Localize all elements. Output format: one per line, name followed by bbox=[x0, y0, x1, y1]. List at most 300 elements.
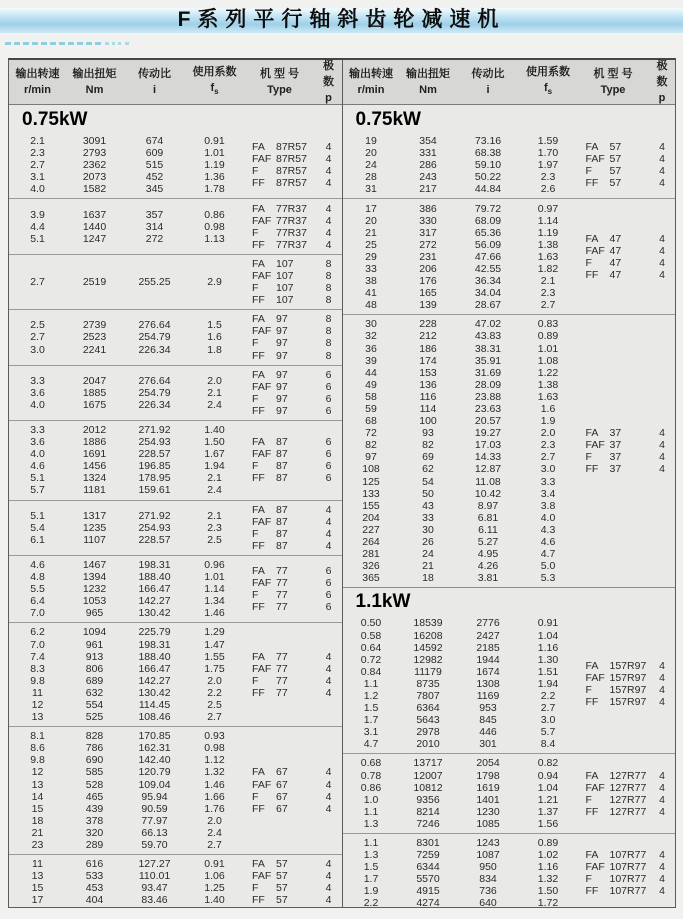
table-row bbox=[9, 858, 243, 870]
pole-count: 4 bbox=[325, 238, 332, 251]
cell-output-torque: 1317 bbox=[82, 509, 107, 522]
model-line bbox=[243, 282, 341, 294]
header-cell bbox=[316, 58, 341, 106]
cell-service-factor: 0.91 bbox=[537, 617, 559, 630]
model-size: 77 bbox=[276, 686, 288, 699]
cell-service-factor: 3.4 bbox=[540, 487, 556, 500]
spec-table-left-half bbox=[9, 60, 342, 907]
cell-ratio: 130.42 bbox=[138, 607, 171, 620]
cell-service-factor: 4.3 bbox=[540, 523, 556, 536]
model-size: 57 bbox=[276, 870, 288, 883]
model-list bbox=[577, 849, 675, 897]
cell-output-torque: 176 bbox=[419, 275, 437, 288]
pole-count: 4 bbox=[659, 781, 665, 794]
pole-count: 4 bbox=[659, 671, 665, 684]
table-row bbox=[343, 135, 577, 147]
cell-service-factor: 1.8 bbox=[207, 343, 222, 356]
model-line bbox=[243, 270, 341, 282]
model-prefix: FAF bbox=[252, 448, 272, 461]
cell-output-torque: 2362 bbox=[82, 159, 107, 172]
model-name bbox=[577, 269, 650, 281]
model-size: 97 bbox=[276, 404, 288, 417]
cell-output-torque: 2010 bbox=[416, 738, 440, 751]
header-cell bbox=[66, 66, 123, 98]
cell-output-torque: 386 bbox=[419, 202, 437, 215]
cell-output-torque: 62 bbox=[422, 463, 434, 476]
cell-output-speed: 20 bbox=[365, 147, 377, 160]
table-body bbox=[9, 105, 342, 909]
header-cell bbox=[577, 66, 650, 98]
header-label: 机 型 号 bbox=[259, 68, 300, 80]
cell-output-torque: 585 bbox=[85, 766, 104, 779]
cell-ratio: 2054 bbox=[476, 757, 500, 770]
pole-count: 6 bbox=[325, 448, 332, 461]
table-row bbox=[9, 135, 243, 147]
model-line bbox=[577, 885, 675, 897]
model-line bbox=[243, 516, 341, 528]
table-row bbox=[343, 275, 577, 287]
model-line bbox=[243, 393, 341, 405]
cell-output-speed: 48 bbox=[365, 299, 377, 312]
cell-service-factor: 1.38 bbox=[537, 378, 559, 391]
cell-ratio: 66.13 bbox=[141, 826, 168, 839]
cell-ratio: 38.31 bbox=[474, 342, 502, 355]
pole-count: 4 bbox=[325, 662, 332, 675]
cell-output-torque: 6364 bbox=[416, 702, 440, 715]
cell-service-factor: 1.76 bbox=[204, 802, 225, 815]
table-row bbox=[9, 159, 243, 171]
model-size: 107R77 bbox=[609, 873, 647, 886]
pole-count: 4 bbox=[325, 226, 332, 239]
cell-output-speed: 0.72 bbox=[360, 653, 382, 666]
cell-output-torque: 2739 bbox=[82, 319, 107, 332]
spec-block bbox=[9, 555, 342, 622]
table-row bbox=[9, 607, 243, 619]
header-unit: r/min bbox=[24, 84, 51, 96]
table-row bbox=[9, 711, 243, 723]
pole-count: 4 bbox=[325, 214, 332, 227]
model-prefix: FAF bbox=[252, 870, 272, 883]
model-list bbox=[243, 141, 341, 189]
cell-output-torque: 1094 bbox=[82, 626, 107, 639]
cell-output-speed: 59 bbox=[365, 403, 377, 416]
spec-block bbox=[343, 833, 676, 913]
data-rows bbox=[9, 559, 243, 619]
cell-service-factor: 1.19 bbox=[537, 226, 559, 239]
model-line bbox=[243, 565, 341, 577]
cell-service-factor: 1.34 bbox=[204, 595, 225, 608]
cell-ratio: 225.79 bbox=[138, 626, 171, 639]
cell-output-speed: 24 bbox=[365, 159, 377, 172]
cell-output-speed: 8.3 bbox=[30, 662, 45, 675]
cell-output-speed: 125 bbox=[362, 475, 380, 488]
table-row bbox=[343, 147, 577, 159]
model-name bbox=[243, 766, 316, 778]
cell-output-torque: 690 bbox=[85, 754, 104, 767]
cell-output-speed: 97 bbox=[365, 451, 377, 464]
cell-service-factor: 2.7 bbox=[207, 711, 222, 724]
pole-count: 8 bbox=[325, 349, 332, 362]
model-size: 97 bbox=[276, 313, 288, 326]
model-size: 37 bbox=[609, 451, 622, 464]
spec-block bbox=[9, 254, 342, 309]
cell-output-torque: 786 bbox=[85, 742, 104, 755]
model-list bbox=[577, 660, 675, 708]
cell-ratio: 142.40 bbox=[138, 754, 171, 767]
pole-count: 4 bbox=[325, 894, 332, 907]
model-prefix: FAF bbox=[585, 861, 605, 874]
cell-service-factor: 1.22 bbox=[537, 366, 559, 379]
pole-count: 6 bbox=[325, 436, 332, 449]
power-section bbox=[343, 106, 676, 587]
model-list bbox=[243, 202, 341, 250]
cell-service-factor: 2.4 bbox=[207, 484, 222, 497]
cell-output-speed: 0.78 bbox=[360, 769, 382, 782]
table-row bbox=[343, 757, 577, 769]
cell-output-speed: 5.1 bbox=[30, 232, 45, 245]
pole-count: 4 bbox=[325, 527, 332, 540]
cell-output-torque: 2012 bbox=[82, 424, 107, 437]
cell-output-torque: 3091 bbox=[82, 135, 107, 148]
model-prefix: F bbox=[252, 165, 259, 178]
cell-ratio: 120.79 bbox=[138, 766, 171, 779]
cell-output-torque: 5643 bbox=[416, 714, 440, 727]
cell-service-factor: 1.16 bbox=[537, 861, 559, 874]
header-unit: i bbox=[152, 84, 157, 96]
model-size: 77 bbox=[276, 650, 288, 663]
model-prefix: FAF bbox=[252, 380, 272, 393]
cell-output-torque: 186 bbox=[419, 342, 437, 355]
model-prefix: FF bbox=[585, 805, 599, 818]
cell-ratio: 1944 bbox=[476, 653, 500, 666]
cell-output-torque: 43 bbox=[422, 499, 434, 512]
cell-service-factor: 1.78 bbox=[204, 183, 225, 196]
cell-output-speed: 1.3 bbox=[363, 817, 379, 830]
table-row bbox=[343, 239, 577, 251]
model-name bbox=[577, 427, 650, 439]
table-row bbox=[343, 572, 577, 584]
pole-count: 4 bbox=[659, 451, 665, 464]
model-size: 57 bbox=[609, 177, 622, 190]
cell-output-torque: 24 bbox=[422, 548, 434, 561]
cell-output-speed: 7.0 bbox=[30, 638, 45, 651]
model-prefix: F bbox=[252, 460, 259, 473]
model-line bbox=[243, 779, 341, 791]
table-header bbox=[343, 60, 676, 105]
table-row bbox=[343, 726, 577, 738]
pole-count: 8 bbox=[325, 337, 332, 350]
table-row bbox=[9, 779, 243, 791]
model-line bbox=[243, 405, 341, 417]
cell-service-factor: 3.0 bbox=[540, 714, 556, 727]
cell-service-factor: 1.75 bbox=[204, 662, 225, 675]
model-size: 67 bbox=[276, 790, 288, 803]
cell-output-torque: 1440 bbox=[82, 220, 107, 233]
cell-ratio: 6.81 bbox=[477, 511, 499, 524]
cell-output-speed: 2.7 bbox=[30, 159, 45, 172]
cell-output-speed: 8.1 bbox=[30, 730, 45, 743]
spec-block bbox=[9, 132, 342, 198]
model-size: 77 bbox=[276, 565, 288, 577]
model-name bbox=[243, 870, 316, 882]
model-line bbox=[577, 451, 675, 463]
table-row bbox=[9, 183, 243, 195]
cell-ratio: 142.27 bbox=[138, 595, 171, 608]
model-size: 87 bbox=[276, 539, 288, 552]
pole-count: 4 bbox=[659, 165, 665, 178]
model-line bbox=[577, 233, 675, 245]
cell-output-torque: 2073 bbox=[82, 171, 107, 184]
cell-output-speed: 365 bbox=[362, 572, 380, 585]
cell-output-torque: 2241 bbox=[82, 343, 107, 356]
cell-output-torque: 54 bbox=[422, 475, 434, 488]
model-line bbox=[577, 806, 675, 818]
table-row bbox=[343, 666, 577, 678]
spec-block bbox=[9, 365, 342, 420]
cell-output-torque: 153 bbox=[419, 366, 437, 379]
model-size: 67 bbox=[276, 766, 288, 779]
model-name bbox=[243, 227, 316, 239]
model-name bbox=[243, 258, 316, 270]
cell-output-speed: 15 bbox=[31, 802, 44, 815]
table-row bbox=[9, 484, 243, 496]
model-name bbox=[243, 141, 316, 153]
cell-ratio: 12.87 bbox=[474, 463, 502, 476]
data-rows bbox=[9, 858, 243, 906]
table-row bbox=[9, 675, 243, 687]
pole-count: 4 bbox=[325, 650, 332, 663]
cell-ratio: 59.70 bbox=[141, 839, 168, 852]
cell-output-torque: 18539 bbox=[413, 617, 443, 630]
pole-count: 4 bbox=[659, 696, 665, 709]
table-row bbox=[343, 782, 577, 794]
cell-service-factor: 2.0 bbox=[540, 427, 556, 440]
table-row bbox=[9, 815, 243, 827]
cell-ratio: 4.95 bbox=[477, 548, 499, 561]
cell-output-torque: 82 bbox=[422, 439, 434, 452]
table-row bbox=[9, 754, 243, 766]
cell-service-factor: 2.4 bbox=[207, 826, 222, 839]
model-size: 57 bbox=[609, 141, 622, 154]
model-size: 87 bbox=[276, 448, 288, 461]
table-row bbox=[343, 500, 577, 512]
pole-count: 4 bbox=[659, 141, 665, 154]
cell-service-factor: 1.46 bbox=[204, 607, 225, 620]
cell-ratio: 93.47 bbox=[141, 882, 168, 895]
pole-count: 6 bbox=[325, 368, 332, 381]
cell-service-factor: 1.55 bbox=[204, 650, 225, 663]
cell-service-factor: 1.14 bbox=[204, 583, 225, 596]
model-name bbox=[577, 770, 650, 782]
model-line bbox=[577, 269, 675, 281]
model-name bbox=[243, 369, 316, 381]
model-line bbox=[243, 766, 341, 778]
table-row bbox=[343, 849, 577, 861]
model-size: 77 bbox=[276, 577, 288, 590]
header-cell bbox=[457, 66, 520, 98]
cell-output-speed: 1.2 bbox=[363, 689, 379, 702]
cell-service-factor: 1.6 bbox=[207, 331, 222, 344]
model-prefix: FF bbox=[585, 269, 599, 282]
model-prefix: FF bbox=[252, 802, 265, 815]
cell-service-factor: 2.7 bbox=[540, 299, 556, 312]
cell-ratio: 31.69 bbox=[474, 366, 502, 379]
table-row bbox=[9, 687, 243, 699]
pole-count: 4 bbox=[659, 427, 665, 440]
model-prefix: FA bbox=[585, 849, 599, 862]
cell-ratio: 73.16 bbox=[474, 135, 502, 148]
model-size: 87 bbox=[276, 460, 288, 473]
cell-output-speed: 13 bbox=[31, 870, 44, 883]
cell-output-torque: 6344 bbox=[416, 861, 440, 874]
pole-count: 6 bbox=[325, 404, 332, 417]
cell-service-factor: 1.70 bbox=[537, 147, 559, 160]
cell-service-factor: 0.98 bbox=[204, 742, 225, 755]
cell-ratio: 178.95 bbox=[138, 472, 171, 485]
table-row bbox=[9, 472, 243, 484]
cell-output-speed: 23 bbox=[31, 839, 44, 852]
cell-ratio: 110.01 bbox=[138, 870, 171, 883]
pole-count: 4 bbox=[325, 165, 332, 178]
cell-ratio: 1674 bbox=[476, 665, 500, 678]
header-cell bbox=[186, 64, 243, 100]
model-name bbox=[577, 861, 650, 873]
model-name bbox=[577, 257, 650, 269]
cell-service-factor: 1.63 bbox=[537, 390, 559, 403]
model-prefix: FA bbox=[252, 503, 265, 516]
model-line bbox=[577, 427, 675, 439]
cell-output-speed: 1.5 bbox=[363, 702, 379, 715]
model-prefix: FAF bbox=[252, 153, 272, 166]
model-prefix: FA bbox=[252, 650, 265, 663]
cell-ratio: 170.85 bbox=[138, 730, 171, 743]
table-row bbox=[9, 534, 243, 546]
pole-count: 4 bbox=[659, 683, 665, 696]
cell-output-speed: 1.1 bbox=[363, 677, 379, 690]
table-row bbox=[343, 548, 577, 560]
cell-output-torque: 165 bbox=[419, 287, 437, 300]
cell-service-factor: 0.93 bbox=[204, 730, 225, 743]
model-prefix: FAF bbox=[252, 778, 272, 791]
table-row bbox=[343, 560, 577, 572]
pole-count: 4 bbox=[325, 153, 332, 166]
pole-count: 4 bbox=[325, 539, 332, 552]
model-line bbox=[243, 177, 341, 189]
model-line bbox=[577, 696, 675, 708]
model-size: 157R97 bbox=[609, 696, 647, 709]
cell-output-torque: 272 bbox=[419, 238, 437, 251]
cell-service-factor: 0.89 bbox=[537, 837, 559, 850]
cell-output-speed: 13 bbox=[31, 778, 44, 791]
model-size: 57 bbox=[609, 153, 622, 166]
cell-service-factor: 2.1 bbox=[207, 386, 222, 399]
model-name bbox=[243, 779, 316, 791]
model-prefix: F bbox=[252, 882, 259, 895]
cell-output-speed: 33 bbox=[365, 262, 377, 275]
model-name bbox=[577, 660, 650, 672]
cell-output-speed: 0.58 bbox=[360, 629, 382, 642]
cell-output-speed: 8.6 bbox=[30, 742, 45, 755]
header-cell bbox=[400, 66, 457, 98]
cell-service-factor: 2.9 bbox=[207, 276, 222, 289]
model-size: 77R37 bbox=[276, 226, 307, 239]
cell-ratio: 1308 bbox=[476, 677, 500, 690]
header-unit: $f_s$ bbox=[210, 81, 219, 97]
model-name bbox=[243, 882, 316, 894]
model-name bbox=[243, 239, 316, 251]
cell-service-factor: 4.7 bbox=[540, 548, 556, 561]
cell-output-torque: 404 bbox=[85, 894, 104, 907]
cell-output-speed: 1.7 bbox=[363, 873, 379, 886]
data-rows bbox=[9, 730, 243, 851]
cell-service-factor: 4.0 bbox=[540, 511, 556, 524]
model-prefix: F bbox=[252, 282, 259, 295]
model-name bbox=[243, 472, 316, 484]
cell-service-factor: 0.96 bbox=[204, 558, 225, 571]
model-prefix: F bbox=[252, 790, 259, 803]
cell-output-speed: 38 bbox=[365, 275, 377, 288]
model-prefix: FA bbox=[252, 565, 265, 577]
model-prefix: FA bbox=[585, 427, 599, 440]
cell-ratio: 736 bbox=[479, 885, 497, 898]
model-line bbox=[243, 894, 341, 906]
cell-output-speed: 7.0 bbox=[30, 607, 45, 620]
table-row bbox=[343, 702, 577, 714]
table-row bbox=[343, 770, 577, 782]
cell-output-speed: 21 bbox=[365, 226, 377, 239]
model-size: 107R77 bbox=[609, 885, 647, 898]
cell-ratio: 28.09 bbox=[474, 378, 502, 391]
cell-service-factor: 1.5 bbox=[207, 319, 222, 332]
header-label: 极 数 bbox=[323, 60, 334, 88]
page-title: F系列平行轴斜齿轮减速机 bbox=[177, 8, 506, 31]
cell-service-factor: 3.8 bbox=[540, 499, 556, 512]
cell-service-factor: 0.82 bbox=[537, 757, 559, 770]
cell-ratio: 159.61 bbox=[138, 484, 171, 497]
cell-service-factor: 1.38 bbox=[537, 238, 559, 251]
cell-service-factor: 1.29 bbox=[204, 626, 225, 639]
pole-count: 4 bbox=[325, 882, 332, 895]
cell-service-factor: 2.3 bbox=[540, 171, 556, 184]
data-rows bbox=[9, 135, 243, 195]
header-unit: p bbox=[325, 92, 332, 104]
header-cell bbox=[520, 64, 577, 100]
cell-ratio: 14.33 bbox=[474, 451, 502, 464]
model-line bbox=[243, 165, 341, 177]
model-prefix: FA bbox=[585, 769, 599, 782]
model-name bbox=[243, 577, 316, 589]
model-prefix: F bbox=[585, 873, 592, 886]
data-rows bbox=[9, 424, 243, 497]
cell-service-factor: 1.32 bbox=[537, 873, 559, 886]
data-rows bbox=[9, 375, 243, 411]
spec-block bbox=[9, 500, 342, 555]
spec-block bbox=[9, 854, 342, 909]
table-row bbox=[343, 818, 577, 830]
table-row bbox=[9, 343, 243, 355]
cell-output-speed: 2.7 bbox=[30, 331, 45, 344]
cell-ratio: 1169 bbox=[476, 689, 500, 702]
cell-output-torque: 231 bbox=[419, 250, 437, 263]
model-size: 87 bbox=[276, 472, 288, 485]
table-row bbox=[9, 827, 243, 839]
cell-output-torque: 33 bbox=[422, 511, 434, 524]
cell-output-torque: 10812 bbox=[413, 781, 443, 794]
model-line bbox=[243, 460, 341, 472]
cell-output-torque: 554 bbox=[85, 698, 104, 711]
model-name bbox=[243, 565, 316, 577]
model-size: 97 bbox=[276, 325, 288, 338]
